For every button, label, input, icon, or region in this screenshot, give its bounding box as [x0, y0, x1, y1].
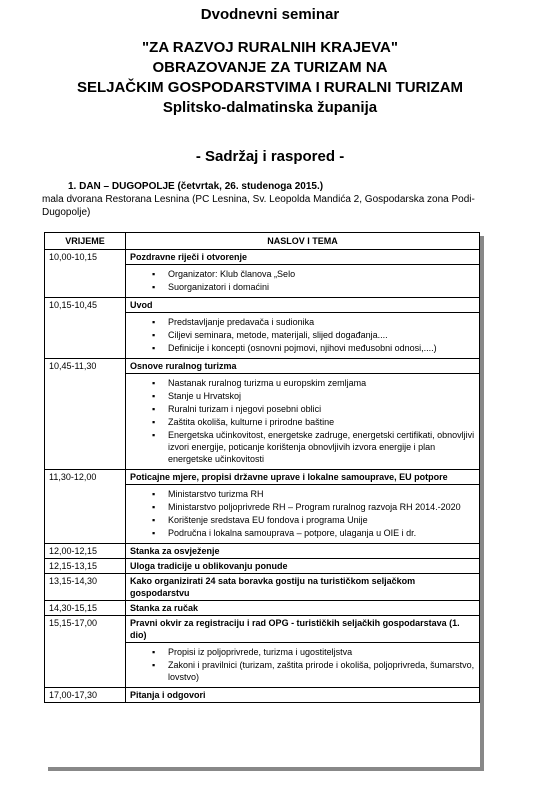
table-shadow-bottom: [48, 767, 484, 771]
day-info: [42, 180, 502, 219]
table-row: [45, 601, 480, 616]
title-line-4: Splitsko-dalmatinska županija: [162, 99, 378, 116]
table-row: [45, 298, 480, 313]
row-title: Stanka za ručak: [126, 601, 480, 616]
table-header-row: [45, 233, 480, 250]
row-topics: [126, 643, 480, 688]
row-title: Pravni okvir za registraciju i rad OPG - turističkih seljačkih gospodarstava (1. dio): [126, 616, 480, 643]
topic-item: ▪ Definicije i koncepti (osnovni pojmovi, njihovi međusobni odnosi,....): [168, 342, 475, 354]
topic-list: [146, 377, 475, 465]
row-title: Kako organizirati 24 sata boravka gostiju na turističkom seljačkom gospodarstvu: [126, 574, 480, 601]
topic-item: ▪ Ciljevi seminara, metode, materijali, slijed događanja....: [168, 329, 475, 341]
topic-list: [146, 646, 475, 683]
schedule-body: [45, 250, 480, 703]
topic-item: ▪ Ruralni turizam i njegovi posebni oblici: [168, 403, 475, 415]
topic-item: ▪ Stanje u Hrvatskoj: [168, 390, 475, 402]
row-time: 15,15-17,00: [45, 616, 126, 688]
col-header-title: NASLOV I TEMA: [126, 233, 480, 250]
topic-list: [146, 268, 475, 293]
row-time: 11,30-12,00: [45, 470, 126, 544]
row-time: 10,45-11,30: [45, 359, 126, 470]
topic-item: ▪ Nastanak ruralnog turizma u europskim zemljama: [168, 377, 475, 389]
topic-item: ▪ Suorganizatori i domaćini: [168, 281, 475, 293]
subtitle: - Sadržaj i raspored -: [195, 148, 345, 165]
table-row: [45, 559, 480, 574]
seminar-title: [0, 38, 540, 118]
topic-item: ▪ Organizator: Klub članova „Selo: [168, 268, 475, 280]
title-line-1: "ZA RAZVOJ RURALNIH KRAJEVA": [142, 39, 398, 56]
row-title: Pozdravne riječi i otvorenje: [126, 250, 480, 265]
schedule-table: [44, 232, 480, 703]
topic-item: ▪ Ministarstvo turizma RH: [168, 488, 475, 500]
topic-item: ▪ Propisi iz poljoprivrede, turizma i ugostiteljstva: [168, 646, 475, 658]
row-time: 12,15-13,15: [45, 559, 126, 574]
row-time: 14,30-15,15: [45, 601, 126, 616]
row-title: Poticajne mjere, propisi državne uprave i lokalne samouprave, EU potpore: [126, 470, 480, 485]
row-title: Pitanja i odgovori: [126, 688, 480, 703]
topic-item: ▪ Zaštita okoliša, kulturne i prirodne baštine: [168, 416, 475, 428]
col-header-time: VRIJEME: [45, 233, 126, 250]
table-row: [45, 544, 480, 559]
row-time: 10,15-10,45: [45, 298, 126, 359]
table-row: [45, 574, 480, 601]
row-time: 17,00-17,30: [45, 688, 126, 703]
row-topics: [126, 313, 480, 359]
title-line-2: OBRAZOVANJE ZA TURIZAM NA: [152, 59, 388, 76]
table-row: [45, 250, 480, 265]
row-title: Uvod: [126, 298, 480, 313]
row-topics: [126, 265, 480, 298]
topic-item: ▪ Energetska učinkovitost, energetske zadruge, energetski certifikati, obnovljivi izvori energije, poticanje korištenja obnovljivih izvora energije i plan energetske učinkovitosti: [168, 429, 475, 465]
table-row: [45, 359, 480, 374]
title-line-3: SELJAČKIM GOSPODARSTVIMA I RURALNI TURIZAM: [76, 79, 464, 96]
topic-item: ▪ Predstavljanje predavača i sudionika: [168, 316, 475, 328]
table-row: [45, 688, 480, 703]
row-time: 10,00-10,15: [45, 250, 126, 298]
topic-item: ▪ Korištenje sredstava EU fondova i programa Unije: [168, 514, 475, 526]
topic-item: ▪ Zakoni i pravilnici (turizam, zaštita prirode i okoliša, poljoprivreda, šumarstvo, lovstvo): [168, 659, 475, 683]
table-shadow-right: [480, 236, 484, 768]
row-title: Uloga tradicije u oblikovanju ponude: [126, 559, 480, 574]
row-time: 12,00-12,15: [45, 544, 126, 559]
row-title: Stanka za osvježenje: [126, 544, 480, 559]
row-time: 13,15-14,30: [45, 574, 126, 601]
seminar-label: Dvodnevni seminar: [200, 6, 340, 23]
day-heading: 1. DAN – DUGOPOLJE (četvrtak, 26. studenoga 2015.): [68, 181, 324, 192]
row-topics: [126, 374, 480, 470]
topic-list: [146, 316, 475, 354]
topic-item: ▪ Ministarstvo poljoprivrede RH – Program ruralnog razvoja RH 2014.-2020: [168, 501, 475, 513]
row-title: Osnove ruralnog turizma: [126, 359, 480, 374]
day-location: mala dvorana Restorana Lesnina (PC Lesnina, Sv. Leopolda Mandića 2, Gospodarska zona Podi-Dugopolje): [42, 194, 475, 218]
row-topics: [126, 485, 480, 544]
table-row: [45, 616, 480, 643]
table-row: [45, 470, 480, 485]
topic-list: [146, 488, 475, 539]
topic-item: ▪ Područna i lokalna samouprava – potpore, ulaganja u OIE i dr.: [168, 527, 475, 539]
